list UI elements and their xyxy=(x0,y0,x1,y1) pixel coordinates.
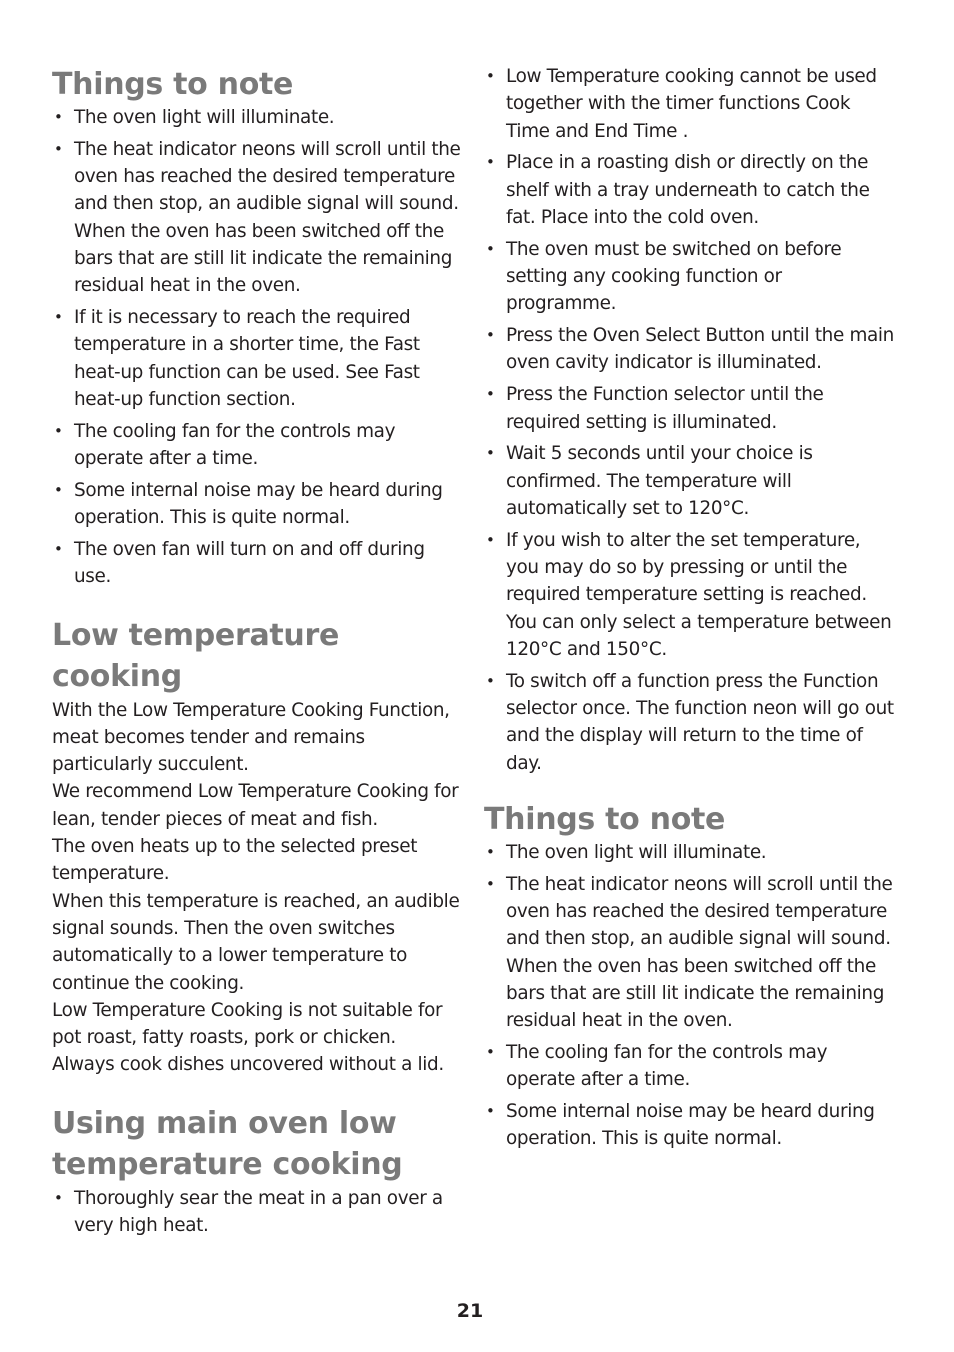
paragraph: We recommend Low Temperature Cooking for lean, tender pieces of meat and fish. xyxy=(52,781,459,830)
list-item: • If it is necessary to reach the required temperature in a shorter time, the Fast heat-up function can be used. See Fast heat-up function section. xyxy=(52,304,462,413)
list-item: • The oven must be switched on before setting any cooking function or programme. xyxy=(484,236,894,318)
bullet-icon: • xyxy=(486,1102,495,1121)
list-item: • If you wish to alter the set temperature, you may do so by pressing or until the required temperature setting is reached. You can only select a temperature between 120°C and 150°C. xyxy=(484,527,894,663)
bullet-icon: • xyxy=(486,444,495,463)
bullet-icon: • xyxy=(486,67,495,85)
list-item: • The oven fan will turn on and off during use. xyxy=(52,536,462,591)
bullet-icon: • xyxy=(486,530,495,549)
list-item: • Low Temperature cooking cannot be used together with the timer functions Cook Time and End Time . xyxy=(484,63,894,145)
bullet-icon: • xyxy=(486,874,495,893)
bullet-icon: • xyxy=(486,326,495,345)
bullet-icon: • xyxy=(54,308,63,327)
list-item: • Some internal noise may be heard during operation. This is quite normal. xyxy=(52,477,462,532)
list-item: • Press the Oven Select Button until the main oven cavity indicator is illuminated. xyxy=(484,322,894,377)
list-item: • Press the Function selector until the required setting is illuminated. xyxy=(484,381,894,436)
bullet-icon: • xyxy=(54,108,63,126)
list-item: • The oven light will illuminate. xyxy=(484,839,894,866)
list-item: • The heat indicator neons will scroll until the oven has reached the desired temperature and then stop, an audible signal will sound. When the oven has been switched off the bars that are still lit indicate the remaining residual heat in the oven. xyxy=(52,136,462,300)
list-item: • Thoroughly sear the meat in a pan over a very high heat. xyxy=(52,1185,462,1240)
bullet-icon: • xyxy=(486,671,495,690)
list-item: • The oven light will illuminate. xyxy=(52,104,462,131)
bullet-icon: • xyxy=(54,480,63,499)
right-column xyxy=(484,0,894,1157)
bullet-icon: • xyxy=(54,539,63,558)
low-temperature-description xyxy=(52,697,462,1079)
section-heading-things-to-note-2: Things to note xyxy=(484,801,726,837)
list-item: • Place in a roasting dish or directly on the shelf with a tray underneath to catch the fat. Place into the cold oven. xyxy=(484,149,894,231)
paragraph: The oven heats up to the selected preset temperature. xyxy=(52,836,418,885)
list-item: • The cooling fan for the controls may operate after a time. xyxy=(484,1039,894,1094)
bullet-icon: • xyxy=(486,1043,495,1061)
list-item: • Wait 5 seconds until your choice is confirmed. The temperature will automatically set to 120°C. xyxy=(484,440,894,522)
using-main-oven-list-continued xyxy=(484,63,894,777)
using-main-oven-list xyxy=(52,1185,462,1240)
list-item: • The cooling fan for the controls may operate after a time. xyxy=(52,418,462,473)
bullet-icon: • xyxy=(54,1188,63,1207)
section-heading-low-temperature-cooking: Low temperature cooking xyxy=(52,617,340,694)
bullet-icon: • xyxy=(54,139,63,158)
bullet-icon: • xyxy=(486,385,495,404)
list-item: • To switch off a function press the Function selector once. The function neon will go out and the display will return to the time of day. xyxy=(484,668,894,777)
paragraph: When this temperature is reached, an audible signal sounds. Then the oven switches automatically to a lower temperature to continue the cooking. xyxy=(52,890,460,994)
bullet-icon: • xyxy=(486,239,495,258)
left-column xyxy=(52,0,462,1244)
things-to-note-list-2 xyxy=(484,839,894,1153)
paragraph: Low Temperature Cooking is not suitable for pot roast, fatty roasts, pork or chicken. Always cook dishes uncovered without a lid. xyxy=(52,999,444,1076)
list-item: • The heat indicator neons will scroll until the oven has reached the desired temperature and then stop, an audible signal will sound. When the oven has been switched off the bars that are still lit indicate the remaining residual heat in the oven. xyxy=(484,871,894,1035)
bullet-icon: • xyxy=(486,153,495,172)
section-heading-things-to-note: Things to note xyxy=(52,67,294,102)
page-number: 21 xyxy=(456,1300,484,1322)
bullet-icon: • xyxy=(54,421,63,440)
section-heading-using-main-oven: Using main oven low temperature cooking xyxy=(52,1105,403,1182)
paragraph: With the Low Temperature Cooking Function, meat becomes tender and remains particularly succulent. xyxy=(52,699,450,776)
things-to-note-list xyxy=(52,104,462,591)
bullet-icon: • xyxy=(486,842,495,861)
list-item: • Some internal noise may be heard during operation. This is quite normal. xyxy=(484,1098,894,1153)
